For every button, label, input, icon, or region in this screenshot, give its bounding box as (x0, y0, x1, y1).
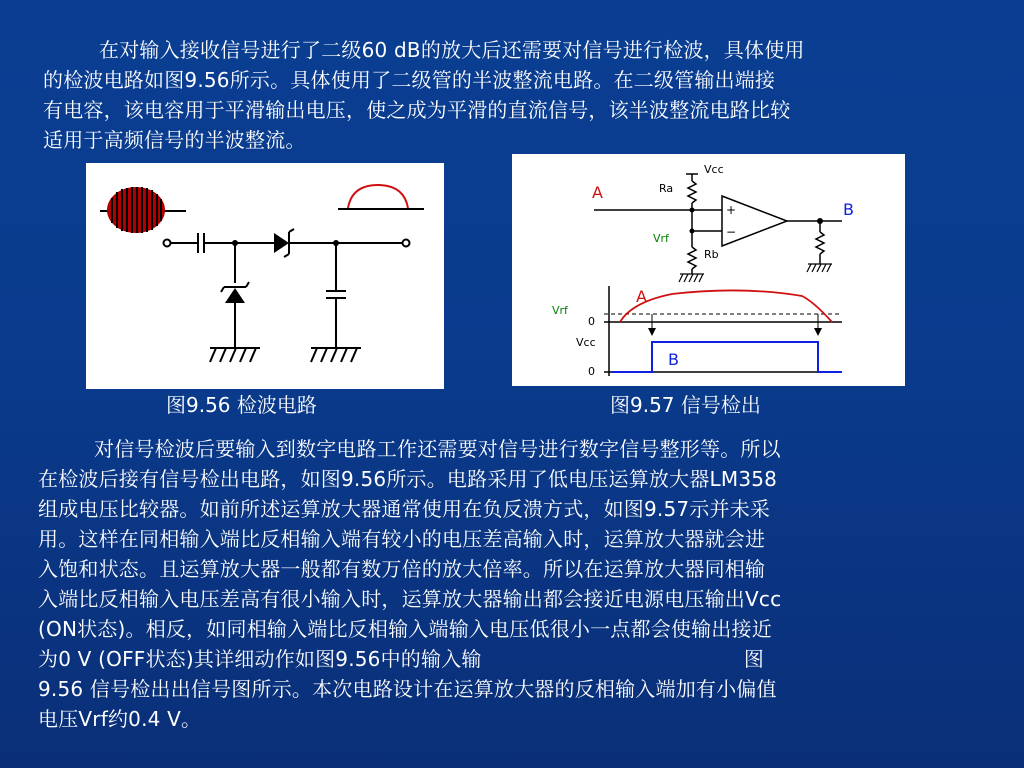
ra-label: Ra (659, 182, 674, 195)
vrf-graph-label: Vrf (552, 304, 568, 317)
text-line: 适用于高频信号的半波整流。 (43, 128, 306, 152)
am-signal-icon (100, 187, 186, 233)
intro-paragraph (43, 35, 998, 155)
rb-label: Rb (704, 248, 719, 261)
text-line: 有电容，该电容用于平滑输出电压，使之成为平滑的直流信号，该半波整流电路比较 (43, 98, 791, 122)
text-line: 9.56 信号检出出信号图所示。本次电路设计在运算放大器的反相输入端加有小偏值 (38, 677, 777, 701)
text-line: 为0 V (OFF状态)其详细动作如图9.56中的输入输 图 (38, 647, 765, 671)
text-line: 的检波电路如图9.56所示。具体使用了二级管的半波整流电路。在二级管输出端接 (43, 68, 776, 92)
plus-sign: + (726, 203, 737, 217)
ground-symbol (679, 274, 704, 282)
detector-circuit-figure (86, 163, 444, 389)
waveform-graph (552, 286, 842, 378)
half-wave-output-icon (338, 185, 424, 209)
zero-label: 0 (588, 315, 595, 328)
resistor-ra-symbol (688, 181, 696, 203)
text-line: 用。这样在同相输入端比反相输入端有较小的电压差高输入时，运算放大器就会进 (38, 527, 766, 551)
signal-detect-figure (512, 154, 905, 386)
detector-circuit-diagram (86, 163, 444, 389)
body-paragraph (38, 434, 998, 734)
vcc-label: Vcc (704, 163, 724, 176)
resistor-rb-symbol (688, 247, 696, 269)
shunt-diode-symbol (221, 282, 249, 303)
wave-b-label: B (668, 350, 679, 369)
output-b-label: B (843, 200, 854, 219)
ground-symbol (311, 348, 361, 362)
circuit-wires (164, 233, 410, 348)
ground-symbol (807, 264, 832, 272)
input-a-label: A (592, 183, 603, 202)
vcc-graph-label: Vcc (576, 336, 596, 349)
vrf-label: Vrf (653, 232, 669, 245)
minus-sign: − (726, 225, 737, 239)
text-line: 入饱和状态。且运算放大器一般都有数万倍的放大倍率。所以在运算放大器同相输 (38, 557, 766, 581)
text-line: 在检波后接有信号检出电路，如图9.56所示。电路采用了低电压运算放大器LM358 (38, 467, 778, 491)
text-line: 组成电压比较器。如前所述运算放大器通常使用在负反溃方式，如图9.57示并未采 (38, 497, 771, 521)
wave-b-pulse (612, 342, 842, 372)
text-line: (ON状态)。相反，如同相输入端比反相输入端输入电压低很小一点都会使输出接近 (38, 617, 772, 641)
ground-symbol (210, 348, 260, 362)
wave-a-label: A (636, 287, 647, 306)
figure-caption: 图9.57 信号检出 (610, 393, 761, 417)
text-line: 入端比反相输入电压差高有很小输入时，运算放大器输出都会接近电源电压输出Vcc (38, 587, 782, 611)
text-line: 对信号检波后要输入到数字电路工作还需要对信号进行数字信号整形等。所以 (94, 437, 781, 461)
text-line: 在对输入接收信号进行了二级60 dB的放大后还需要对信号进行检波，具体使用 (99, 38, 805, 62)
signal-detect-diagram (512, 154, 905, 386)
zero-label: 0 (588, 365, 595, 378)
figure-caption: 图9.56 检波电路 (166, 393, 317, 417)
text-line: 电压Vrf约0.4 V。 (38, 707, 202, 731)
